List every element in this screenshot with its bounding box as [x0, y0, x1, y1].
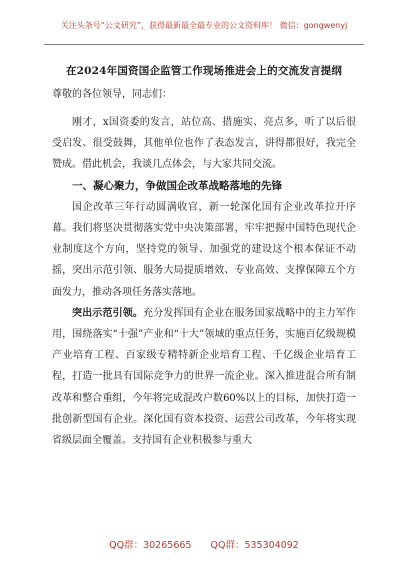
- section-heading-1: 一、凝心聚力，争做国企改革战略落地的先锋: [72, 179, 282, 192]
- header-banner: 关注头条号“公文研究”，获得最新最全最专业的公文资料库！ 微信：gongwenyj: [60, 21, 348, 30]
- footer: [0, 537, 408, 551]
- salutation: 尊敬的各位领导，同志们：: [52, 89, 172, 100]
- document-body: [52, 88, 356, 451]
- header-divider: [44, 44, 364, 45]
- document-title: 在2024年国资国企监管工作现场推进会上的交流发言提纲: [65, 65, 343, 77]
- section-paragraph-1: 国企改革三年行动圆满收官，新一轮深化国有企业改革拉开序幕。我们将坚决贯彻落实党中央决策部署，牢牢把握中国特色现代企业制度这个方向，坚持党的领导、加强党的建设这个根本保证不动摇，突出示范引领、服务大局提质增效、专业高效、支撑保障五个方面发力，推动各项任务落实落地。: [52, 201, 356, 298]
- subsection-text: 充分发挥国有企业在服务国家战略中的主力军作用，围绕落实“十强”产业和“十大”领域的重点任务，实施百亿级规模产业培育工程、百家级专精特新企业培育工程、千亿级企业培育工程，打造一批具有国际竞争力的世界一流企业。深入推进混合所有制改革和整合重组，今年将完成混改户数60%以上的目标，加快打造一批创新型国有企业。深化国有资本投资、运营公司改革，今年将实现省级层面全覆盖。支持国有企业积极参与重大: [52, 307, 357, 447]
- subsection-label: 突出示范引领。: [72, 307, 144, 319]
- intro-paragraph: 刚才，x国资委的发言，站位高、措施实、亮点多，听了以后很受启发、很受鼓舞，其他单位也作了表态发言，讲得都很好，我完全赞成。借此机会，我谈几点体会，与大家共同交流。: [52, 117, 356, 171]
- subsection-paragraph-1: [52, 303, 356, 451]
- footer-qq-group-2: QQ群：535304092: [210, 540, 299, 551]
- footer-qq-group-1: QQ群：30265665: [109, 540, 192, 551]
